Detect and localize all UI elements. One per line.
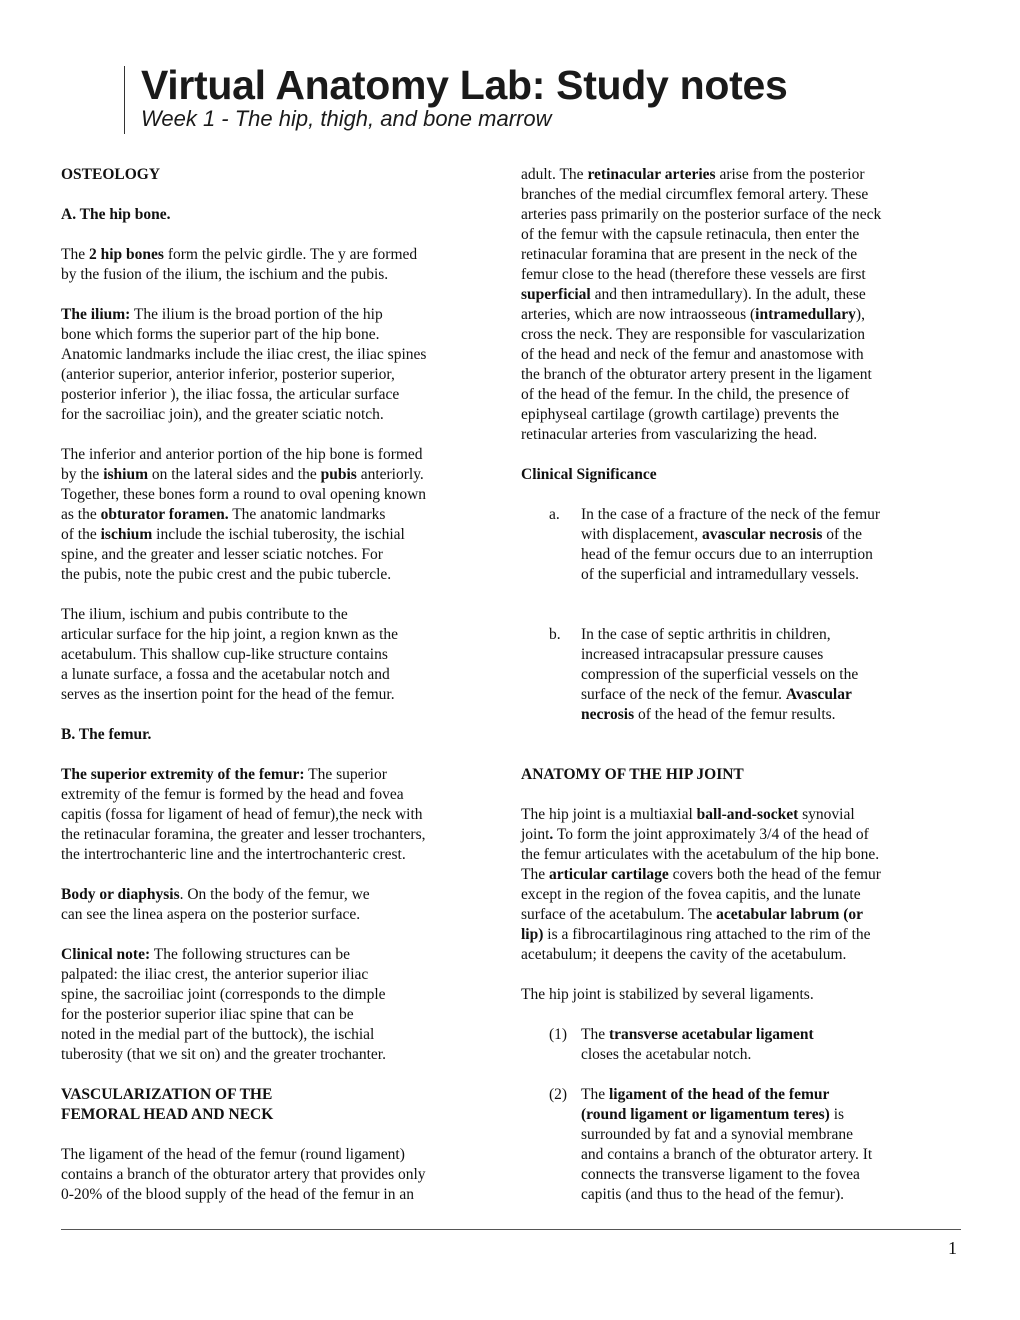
- right-column: [521, 165, 961, 1205]
- paragraph-hip-joint: The hip joint is a multiaxial ball-and-socket synovial joint. To form the joint approximately 3/4 of the head of the femur articulates with the acetabulum of the hip bone. The articular cartilage covers both the head of the femur except in the region of the fovea capitis, and the lunate surface of the acetabulum. The acetabular labrum (or lip) is a fibrocartilaginous ring attached to the rim of the acetabulum; it deepens the cavity of the acetabulum.: [521, 806, 881, 963]
- paragraph-superior-extremity: The superior extremity of the femur: The superior extremity of the femur is formed by the head and fovea capitis (fossa for ligament of head of femur),the neck with the retinacular foramina, the greater and lesser trochanters, the intertrochanteric line and the intertrochanteric crest.: [61, 766, 426, 863]
- list-label-2: (2): [549, 1086, 568, 1103]
- paragraph-vascularization: The ligament of the head of the femur (round ligament) contains a branch of the obturator artery that provides only 0-20% of the blood supply of the head of the femur in an: [61, 1146, 426, 1203]
- list-item-1: (1) The transverse acetabular ligament closes the acetabular notch.: [549, 1026, 814, 1063]
- subheading-femur: B. The femur.: [61, 726, 152, 743]
- subheading-hip-bone: A. The hip bone.: [61, 206, 171, 223]
- list-item-2: (2) The ligament of the head of the femur (round ligament or ligamentum teres) is surrounded by fat and a synovial membrane and contains a branch of the obturator artery. It connects the transverse ligament to the fovea capitis (and thus to the head of the femur).: [549, 1086, 873, 1203]
- paragraph-ischium-pubis: The inferior and anterior portion of the hip bone is formed by the ishium on the lateral sides and the pubis anteriorly. Together, these bones form a round to oval opening known as the obturator foramen. The anatomic landmarks of the ischium include the ischial tuberosity, the ischial spine, and the greater and lesser sciatic notches. For the pubis, note the pubic crest and the pubic tubercle.: [61, 446, 427, 583]
- paragraph-hip-bones: The 2 hip bones form the pelvic girdle. The y are formed by the fusion of the ilium, the ischium and the pubis.: [61, 246, 418, 283]
- paragraph-body-diaphysis: Body or diaphysis. On the body of the femur, we can see the linea aspera on the posterior surface.: [61, 886, 370, 923]
- paragraph-stabilized: The hip joint is stabilized by several ligaments.: [521, 986, 814, 1003]
- paragraph-acetabulum: The ilium, ischium and pubis contribute to the articular surface for the hip joint, a region knwn as the acetabulum. This shallow cup-like structure contains a lunate surface, a fossa and the acetabular notch and serves as the insertion point for the head of the femur.: [61, 606, 399, 703]
- section-heading-anatomy-hip-joint: ANATOMY OF THE HIP JOINT: [521, 766, 744, 783]
- section-heading-vascularization: VASCULARIZATION OF THE: [61, 1086, 273, 1103]
- page-number: 1: [948, 1238, 957, 1258]
- list-label-a: a.: [549, 506, 560, 523]
- list-label-b: b.: [549, 626, 561, 643]
- paragraph-retinacular: adult. The retinacular arteries arise from the posterior branches of the medial circumflex femoral artery. These arteries pass primarily on the posterior surface of the neck of the femur with the capsule retinacula, then enter the retinacular foramina that are present in the neck of the femur close to the head (therefore these vessels are first superficial and then intramedullary). In the adult, these arteries, which are now intraosseous (intramedullary), cross the neck. They are responsible for vascularization of the head and neck of the femur and anastomose with the branch of the obturator artery present in the ligament of the head of the femur. In the child, the presence of epiphyseal cartilage (growth cartilage) prevents the retinacular arteries from vascularizing the head.: [521, 166, 882, 443]
- paragraph-ilium: The ilium: The ilium is the broad portion of the hip bone which forms the superior part of the hip bone. Anatomic landmarks include the iliac crest, the iliac spines (anterior superior, anterior inferior, posterior superior, posterior inferior ), the iliac fossa, the articular surface for the sacroiliac join), and the greater sciatic notch.: [61, 306, 427, 423]
- paragraph-clinical-note: Clinical note: The following structures can be palpated: the iliac crest, the anterior superior iliac spine, the sacroiliac joint (corresponds to the dimple for the posterior superior iliac spine that can be noted in the medial part of the buttock), the ischial tuberosity (that we sit on) and the greater trochanter.: [61, 946, 386, 1063]
- section-heading-vascularization-2: FEMORAL HEAD AND NECK: [61, 1106, 274, 1123]
- list-item-b: b. In the case of septic arthritis in children, increased intracapsular pressure causes compression of the superficial vessels on the surface of the neck of the femur. Avascular necrosis of the head of the femur results.: [549, 626, 859, 723]
- page-title: Virtual Anatomy Lab: Study notes: [141, 62, 788, 108]
- page-subtitle: Week 1 - The hip, thigh, and bone marrow: [141, 106, 552, 131]
- section-heading-osteology: OSTEOLOGY: [61, 166, 161, 183]
- list-label-1: (1): [549, 1026, 568, 1043]
- footer-divider: [61, 1229, 961, 1230]
- list-item-a: a. In the case of a fracture of the neck of the femur with displacement, avascular necrosis of the head of the femur occurs due to an interruption of the superficial and intramedullary vessels.: [549, 506, 881, 583]
- left-column: [61, 165, 501, 1205]
- subheading-clinical-significance: Clinical Significance: [521, 466, 657, 483]
- header: [124, 62, 788, 134]
